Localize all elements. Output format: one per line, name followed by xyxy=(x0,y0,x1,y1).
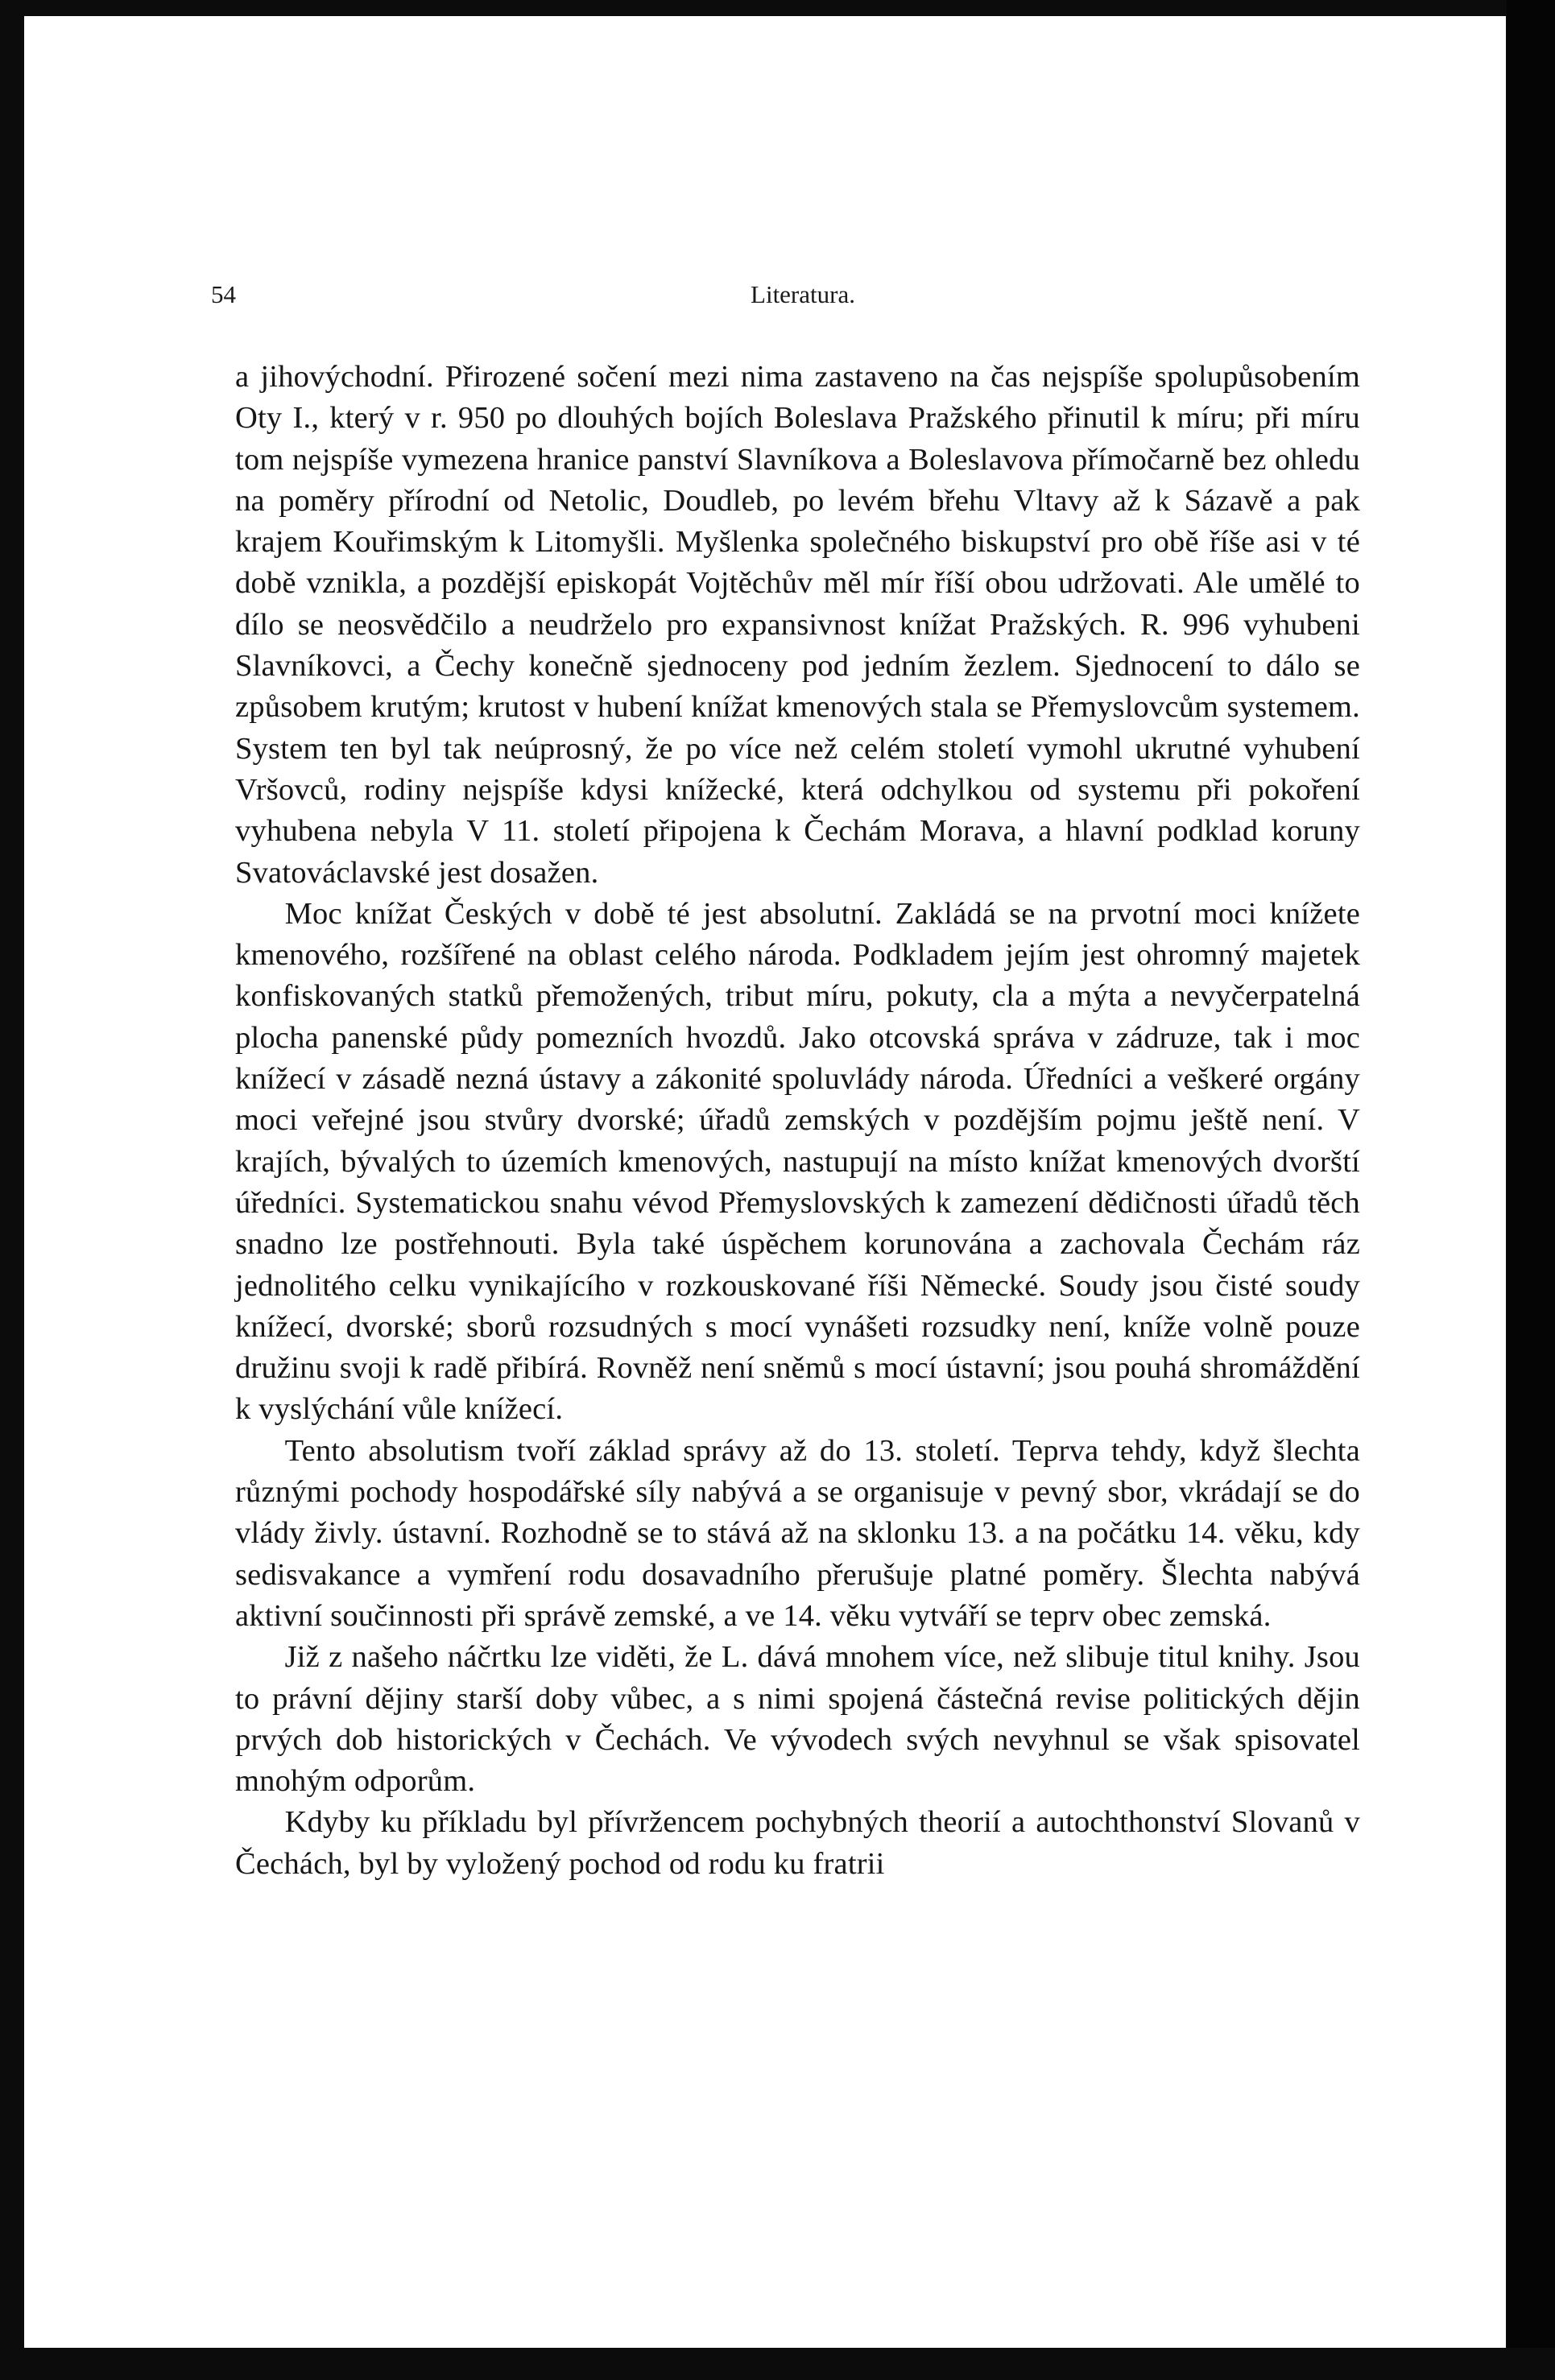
scan-border-bottom xyxy=(0,2348,1555,2380)
scanned-page xyxy=(24,16,1506,2367)
page-number: 54 xyxy=(211,280,236,308)
paragraph: a jihovýchodní. Přirozené sočení mezi nima zastaveno na čas nejspíše spolupůsobením Oty I., který v r. 950 po dlouhých bojích Boleslava Pražského přinutil k míru; při míru tom nejspíše vymezena hranice panství Slavníkova a Boleslavova přímočarně bez ohledu na poměry přírodní od Netolic, Doudleb, po levém břehu Vltavy až k Sázavě a pak krajem Kouřimským k Litomyšli. Myšlenka společného biskupství pro obě říše asi v té době vznikla, a pozdější episkopát Vojtěchův měl mír říší obou udržovati. Ale umělé to dílo se neosvědčilo a neudrželo pro expansivnost knížat Pražských. R. 996 vyhubeni Slavníkovci, a Čechy konečně sjednoceny pod jedním žezlem. Sjednocení to dálo se způsobem krutým; krutost v hubení knížat kmenových stala se Přemyslovcům systemem. System ten byl tak neúprosný, že po více než celém století vymohl ukrutné vyhubení Vršovců, rodiny nejspíše kdysi knížecké, která odchylkou od systemu při pokoření vyhubena nebyla V 11. století připojena k Čechám Morava, a hlavní podklad koruny Svatováclavské jest dosažen. xyxy=(235,360,1360,890)
paragraph: Tento absolutism tvoří základ správy až do 13. století. Teprva tehdy, když šlechta různými pochody hospodářské síly nabývá a se organisuje v pevný sbor, vkrádají se do vlády živly. ústavní. Rozhodně se to stává až na sklonku 13. a na počátku 14. věku, kdy sedisvakance a vymření rodu dosavadního přerušuje platné poměry. Šlechta nabývá aktivní součinnosti při správě zemské, a ve 14. věku vytváří se teprv obec zemská. xyxy=(235,1433,1360,1633)
paragraph: Již z našeho náčrtku lze viděti, že L. dává mnohem více, než slibuje titul knihy. Jsou to právní dějiny starší doby vůbec, a s nimi spojená částečná revise politických dějin prvých dob historických v Čechách. Ve vývodech svých nevyhnul se však spisovatel mnohým odporům. xyxy=(235,1640,1360,1799)
body-text xyxy=(235,357,1360,1885)
paragraph: Kdyby ku příkladu byl přívržencem pochybných theorií a autochthonství Slovanů v Čechách, byl by vyložený pochod od rodu ku fratrii xyxy=(235,1805,1360,1881)
page-header xyxy=(211,280,1395,320)
scan-border-right xyxy=(1507,0,1555,2380)
running-title: Literatura. xyxy=(751,280,855,308)
paragraph: Moc knížat Českých v době té jest absolutní. Zakládá se na prvotní moci knížete kmenového, rozšířené na oblast celého národa. Podkladem jejím jest ohromný majetek konfiskovaných statků přemožených, tribut míru, pokuty, cla a mýta a nevyčerpatelná plocha panenské půdy pomezních hvozdů. Jako otcovská správa v zádruze, tak i moc knížecí v zásadě nezná ústavy a zákonité spoluvlády národa. Úředníci a veškeré orgány moci veřejné jsou stvůry dvorské; úřadů zemských v pozdějším pojmu ještě není. V krajích, bývalých to územích kmenových, nastupují na místo knížat kmenových dvorští úředníci. Systematickou snahu vévod Přemyslovských k zamezení dědičnosti úřadů těch snadno lze postřehnouti. Byla také úspěchem korunována a zachovala Čechám ráz jednolitého celku vynikajícího v rozkouskované říši Německé. Soudy jsou čisté soudy knížecí, dvorské; sborů rozsudných s mocí vynášeti rozsudky není, kníže volně pouze družinu svoji k radě přibírá. Rovněž není sněmů s mocí ústavní; jsou pouhá shromáždění k vyslýchání vůle knížecí. xyxy=(235,896,1360,1427)
